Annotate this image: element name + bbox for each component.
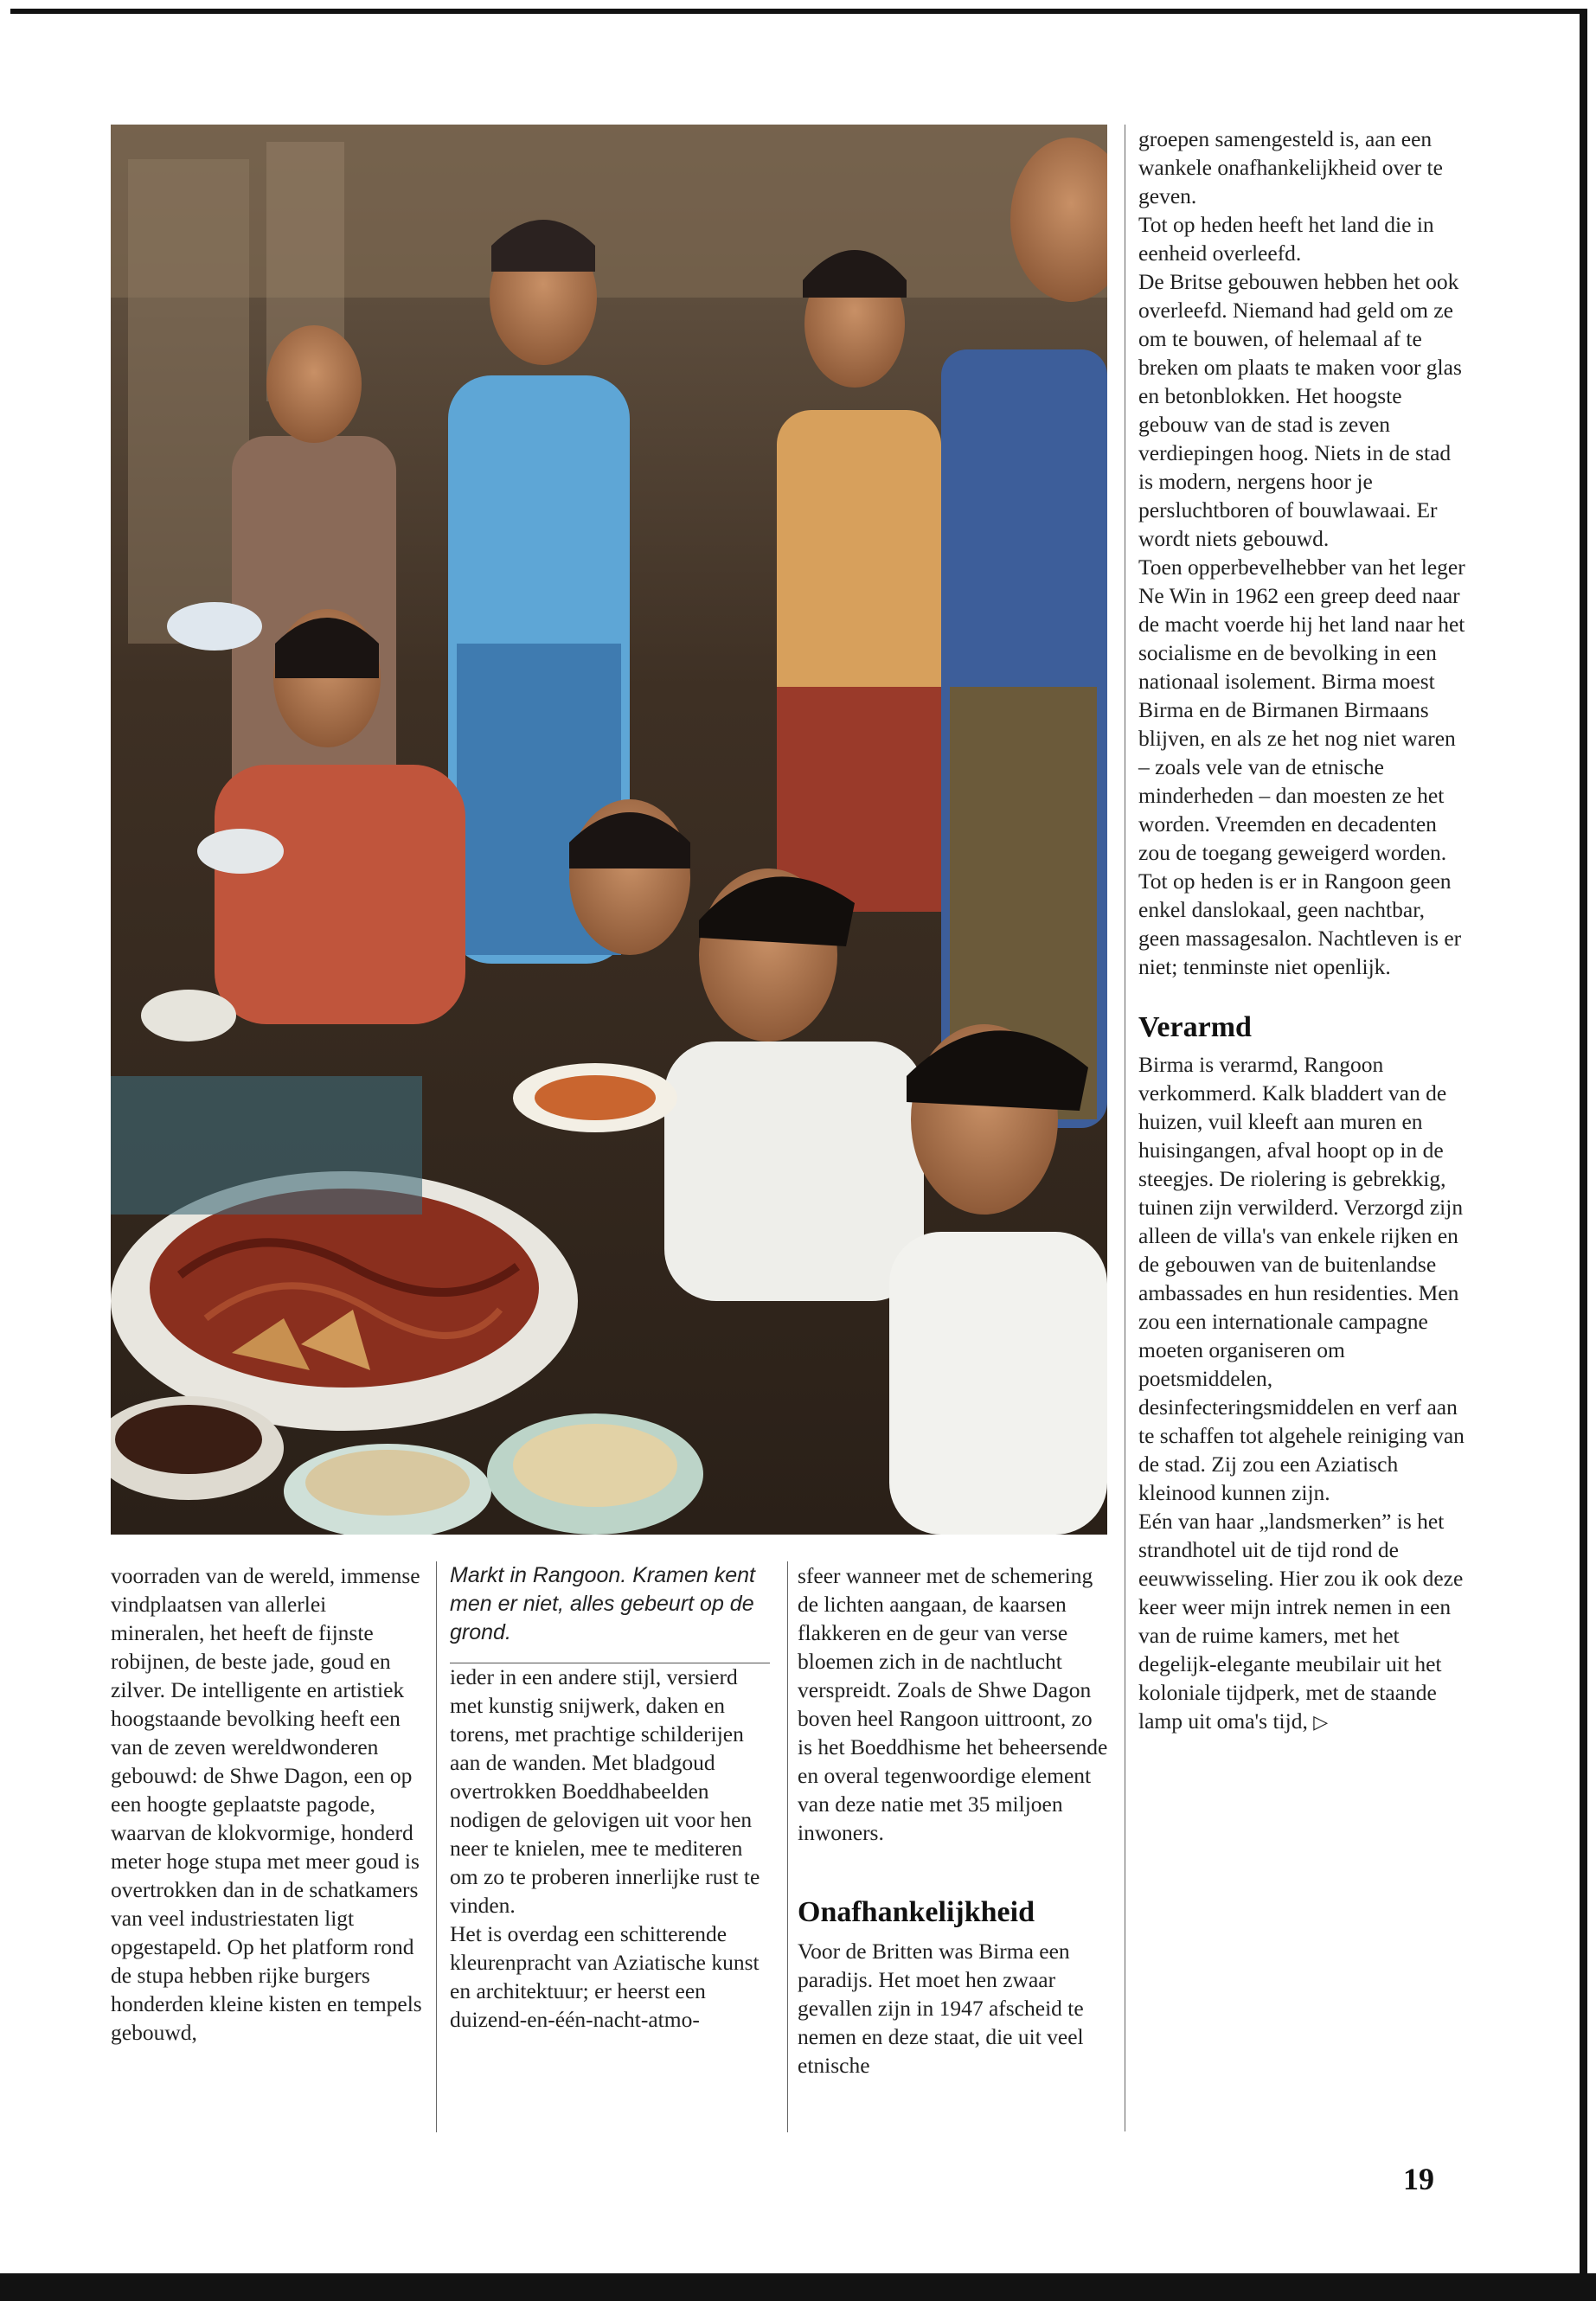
column-divider (436, 1561, 437, 2132)
text-column-4 (1138, 125, 1467, 1736)
paragraph: Voor de Britten was Birma een paradijs. Het moet hen zwaar gevallen zijn in 1947 afscheid te nemen en deze staat, die uit veel etnische (798, 1939, 1084, 2078)
column-divider (787, 1561, 788, 2132)
paragraph: Tot op heden is er in Rangoon geen enkel danslokaal, geen nachtbar, geen massagesalon. Nachtleven is er niet; tenminste niet openlijk. (1138, 868, 1462, 979)
section-heading: Verarmd (1138, 1011, 1252, 1043)
text-column-2 (450, 1663, 772, 2034)
paragraph: Het is overdag een schitterende kleurenpracht van Aziatische kunst en architektuur; er heerst een duizend-en-één-nacht-atmo- (450, 1921, 760, 2032)
paragraph: groepen samengesteld is, aan een wankele onafhankelijkheid over te geven. (1138, 126, 1443, 208)
paragraph: ieder in een andere stijl, versierd met kunstig snijwerk, daken en torens, met prachtige schilderijen aan de wanden. Met bladgoud overtrokken Boeddhabeelden nodigen de gelovigen uit voor hen neer te knielen, mee te mediteren om zo te proberen innerlijke rust te vinden. (450, 1664, 760, 1918)
page-border-bottom (0, 2273, 1596, 2301)
paragraph: De Britse gebouwen hebben het ook overleefd. Niemand had geld om ze om te bouwen, of helemaal af te breken om plaats te maken voor glas en betonblokken. Het hoogste gebouw van de stad is zeven verdiepingen hoog. Niets in de stad is modern, nergens hoor je persluchtboren of bouwlawaai. Er wordt niets gebouwd. (1138, 269, 1462, 551)
text-column-1 (111, 1561, 424, 2047)
page-border-top (10, 9, 1585, 14)
page-border-right (1580, 9, 1587, 2284)
paragraph: Tot op heden heeft het land die in eenheid overleefd. (1138, 212, 1434, 266)
text-column-3 (798, 1561, 1111, 2080)
paragraph: voorraden van de wereld, immense vindplaatsen van allerlei mineralen, het heeft de fijnste robijnen, de beste jade, goud en zilver. De intelligente en artistiek hoogstaande bevolking heeft een van de zeven wereldwonderen gebouwd: de Shwe Dagon, een op een hoogte geplaatste pagode, waarvan de klokvormige, honderd meter hoge stupa met meer goud is overtrokken dan in de schatkamers van veel industriestaten ligt opgestapeld. Op het platform rond de stupa hebben rijke burgers honderden kleine kisten en tempels gebouwd, (111, 1563, 422, 2045)
page-number: 19 (1403, 2162, 1434, 2196)
paragraph (1138, 1507, 1467, 1736)
paragraph-text: Eén van haar „landsmerken” is het strandhotel uit de tijd rond de eeuwwisseling. Hier zou ik ook deze keer weer mijn intrek nemen in een van de ruime kamers, met het degelijk-elegante meubilair uit het koloniale tijdperk, met de staande lamp uit oma's tijd, (1138, 1509, 1464, 1734)
paragraph: sfeer wanneer met de schemering de lichten aangaan, de kaarsen flakkeren en de geur van verse bloemen zich in de nachtlucht verspreidt. Zoals de Shwe Dagon boven heel Rangoon uittroont, zo is het Boeddhisme het beheersende en overal tegenwoordige element van deze natie met 35 miljoen inwoners. (798, 1563, 1108, 1845)
market-photo-illustration (111, 125, 1107, 1535)
market-photo (111, 125, 1107, 1535)
paragraph: Toen opperbevelhebber van het leger Ne Win in 1962 een greep deed naar de macht voerde hij het land naar het socialisme en de bevolking in een nationaal isolement. Birma moest Birma en de Birmanen Birmaans blijven, en als ze het nog niet waren – zoals vele van de etnische minderheden – dan moesten ze het worden. Vreemden en decadenten zou de toegang geweigerd worden. (1138, 554, 1465, 865)
photo-caption: Markt in Rangoon. Kramen kent men er niet, alles gebeurt op de grond. (450, 1561, 770, 1663)
paragraph: Birma is verarmd, Rangoon verkommerd. Kalk bladdert van de huizen, vuil kleeft aan muren en huisingangen, afval hoopt op in de steegjes. De riolering is gebrekkig, tuinen zijn verwilderd. Verzorgd zijn alleen de villa's van enkele rijken en de gebouwen van de buitenlandse ambassades en hun residenties. Men zou een internationale campagne moeten organiseren om poetsmiddelen, desinfecteringsmiddelen en verf aan te schaffen tot algehele reiniging van de stad. Zij zou een Aziatisch kleinood kunnen zijn. (1138, 1052, 1465, 1505)
section-heading: Onafhankelijkheid (798, 1896, 1035, 1928)
continue-triangle-icon: ▷ (1313, 1711, 1329, 1733)
